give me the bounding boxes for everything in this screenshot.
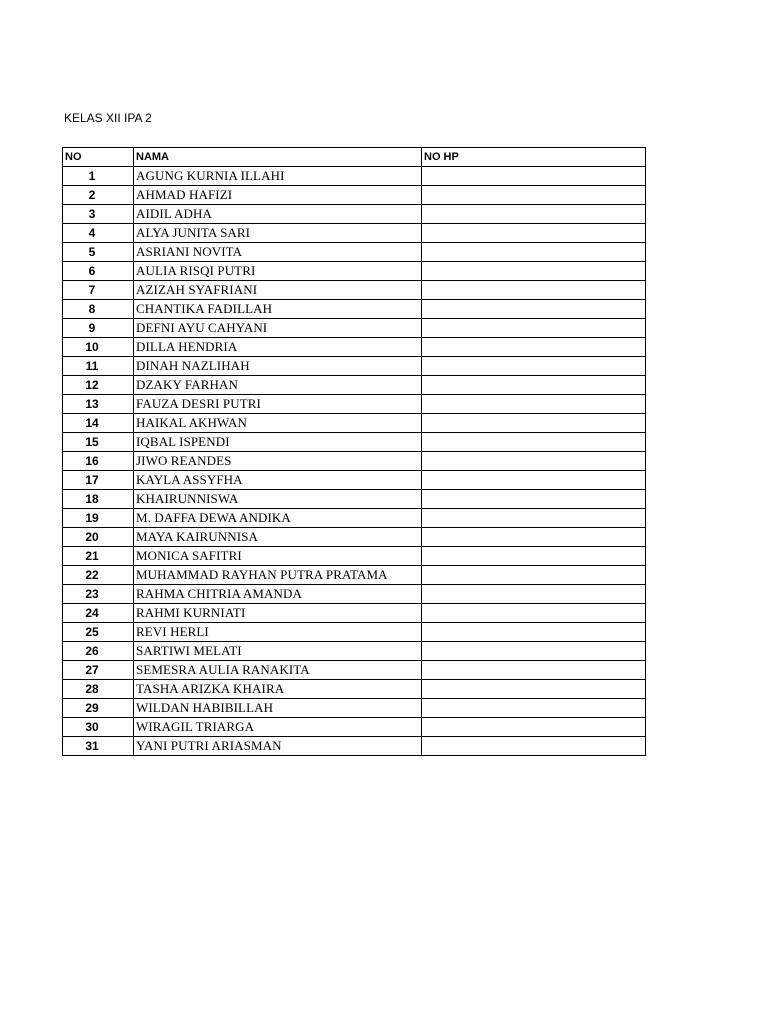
student-name: KAYLA ASSYFHA <box>134 471 422 490</box>
student-name: AGUNG KURNIA ILLAHI <box>134 167 422 186</box>
row-number: 27 <box>63 661 134 680</box>
row-number: 14 <box>63 414 134 433</box>
row-number: 16 <box>63 452 134 471</box>
table-row <box>63 243 646 262</box>
row-number: 19 <box>63 509 134 528</box>
phone-number-cell <box>422 699 646 718</box>
row-number: 26 <box>63 642 134 661</box>
row-number: 24 <box>63 604 134 623</box>
column-header-nama: NAMA <box>134 148 422 167</box>
student-name: AULIA RISQI PUTRI <box>134 262 422 281</box>
row-number: 13 <box>63 395 134 414</box>
table-row <box>63 338 646 357</box>
table-row <box>63 585 646 604</box>
row-number: 4 <box>63 224 134 243</box>
student-name: WILDAN HABIBILLAH <box>134 699 422 718</box>
table-row <box>63 186 646 205</box>
student-name: ASRIANI NOVITA <box>134 243 422 262</box>
student-name: RAHMI KURNIATI <box>134 604 422 623</box>
row-number: 21 <box>63 547 134 566</box>
phone-number-cell <box>422 452 646 471</box>
row-number: 5 <box>63 243 134 262</box>
table-row <box>63 281 646 300</box>
row-number: 29 <box>63 699 134 718</box>
student-name: REVI HERLI <box>134 623 422 642</box>
table-body <box>63 167 646 756</box>
student-name: KHAIRUNNISWA <box>134 490 422 509</box>
student-name: HAIKAL AKHWAN <box>134 414 422 433</box>
phone-number-cell <box>422 395 646 414</box>
table-row <box>63 547 646 566</box>
table-row <box>63 604 646 623</box>
student-table <box>62 147 646 756</box>
phone-number-cell <box>422 737 646 756</box>
student-name: DINAH NAZLIHAH <box>134 357 422 376</box>
student-name: MUHAMMAD RAYHAN PUTRA PRATAMA <box>134 566 422 585</box>
table-row <box>63 224 646 243</box>
phone-number-cell <box>422 547 646 566</box>
phone-number-cell <box>422 604 646 623</box>
table-row <box>63 300 646 319</box>
table-row <box>63 528 646 547</box>
row-number: 22 <box>63 566 134 585</box>
row-number: 3 <box>63 205 134 224</box>
row-number: 11 <box>63 357 134 376</box>
row-number: 12 <box>63 376 134 395</box>
student-name: CHANTIKA FADILLAH <box>134 300 422 319</box>
header-row <box>63 148 646 167</box>
phone-number-cell <box>422 338 646 357</box>
row-number: 8 <box>63 300 134 319</box>
phone-number-cell <box>422 167 646 186</box>
table-row <box>63 566 646 585</box>
phone-number-cell <box>422 433 646 452</box>
table-row <box>63 680 646 699</box>
table-row <box>63 395 646 414</box>
row-number: 20 <box>63 528 134 547</box>
student-name: IQBAL ISPENDI <box>134 433 422 452</box>
table-row <box>63 718 646 737</box>
table-row <box>63 452 646 471</box>
column-header-no: NO <box>63 148 134 167</box>
student-name: AZIZAH SYAFRIANI <box>134 281 422 300</box>
student-name: YANI PUTRI ARIASMAN <box>134 737 422 756</box>
phone-number-cell <box>422 319 646 338</box>
phone-number-cell <box>422 585 646 604</box>
phone-number-cell <box>422 680 646 699</box>
phone-number-cell <box>422 623 646 642</box>
student-name: DILLA HENDRIA <box>134 338 422 357</box>
student-name: MONICA SAFITRI <box>134 547 422 566</box>
phone-number-cell <box>422 566 646 585</box>
table-row <box>63 661 646 680</box>
table-row <box>63 737 646 756</box>
table-row <box>63 623 646 642</box>
phone-number-cell <box>422 281 646 300</box>
row-number: 28 <box>63 680 134 699</box>
table-row <box>63 490 646 509</box>
table-row <box>63 471 646 490</box>
phone-number-cell <box>422 243 646 262</box>
column-header-no-hp: NO HP <box>422 148 646 167</box>
phone-number-cell <box>422 490 646 509</box>
student-name: SARTIWI MELATI <box>134 642 422 661</box>
table-row <box>63 433 646 452</box>
row-number: 18 <box>63 490 134 509</box>
table-row <box>63 205 646 224</box>
table-row <box>63 262 646 281</box>
student-name: TASHA ARIZKA KHAIRA <box>134 680 422 699</box>
student-name: FAUZA DESRI PUTRI <box>134 395 422 414</box>
student-name: JIWO REANDES <box>134 452 422 471</box>
table-row <box>63 642 646 661</box>
row-number: 6 <box>63 262 134 281</box>
page-title: KELAS XII IPA 2 <box>64 111 152 125</box>
table-row <box>63 319 646 338</box>
phone-number-cell <box>422 661 646 680</box>
row-number: 7 <box>63 281 134 300</box>
row-number: 15 <box>63 433 134 452</box>
row-number: 2 <box>63 186 134 205</box>
student-name: DZAKY FARHAN <box>134 376 422 395</box>
row-number: 25 <box>63 623 134 642</box>
table-row <box>63 509 646 528</box>
student-name: ALYA JUNITA SARI <box>134 224 422 243</box>
row-number: 30 <box>63 718 134 737</box>
table-row <box>63 414 646 433</box>
phone-number-cell <box>422 224 646 243</box>
phone-number-cell <box>422 509 646 528</box>
table-header <box>63 148 646 167</box>
student-name: M. DAFFA DEWA ANDIKA <box>134 509 422 528</box>
table-row <box>63 167 646 186</box>
phone-number-cell <box>422 718 646 737</box>
phone-number-cell <box>422 357 646 376</box>
row-number: 23 <box>63 585 134 604</box>
table-row <box>63 699 646 718</box>
row-number: 31 <box>63 737 134 756</box>
phone-number-cell <box>422 205 646 224</box>
row-number: 10 <box>63 338 134 357</box>
row-number: 17 <box>63 471 134 490</box>
phone-number-cell <box>422 300 646 319</box>
phone-number-cell <box>422 414 646 433</box>
student-name: SEMESRA AULIA RANAKITA <box>134 661 422 680</box>
phone-number-cell <box>422 528 646 547</box>
student-name: MAYA KAIRUNNISA <box>134 528 422 547</box>
student-name: DEFNI AYU CAHYANI <box>134 319 422 338</box>
phone-number-cell <box>422 186 646 205</box>
phone-number-cell <box>422 642 646 661</box>
row-number: 9 <box>63 319 134 338</box>
student-name: AIDIL ADHA <box>134 205 422 224</box>
phone-number-cell <box>422 262 646 281</box>
table-row <box>63 376 646 395</box>
table-row <box>63 357 646 376</box>
phone-number-cell <box>422 471 646 490</box>
student-name: AHMAD HAFIZI <box>134 186 422 205</box>
student-name: RAHMA CHITRIA AMANDA <box>134 585 422 604</box>
phone-number-cell <box>422 376 646 395</box>
student-name: WIRAGIL TRIARGA <box>134 718 422 737</box>
row-number: 1 <box>63 167 134 186</box>
